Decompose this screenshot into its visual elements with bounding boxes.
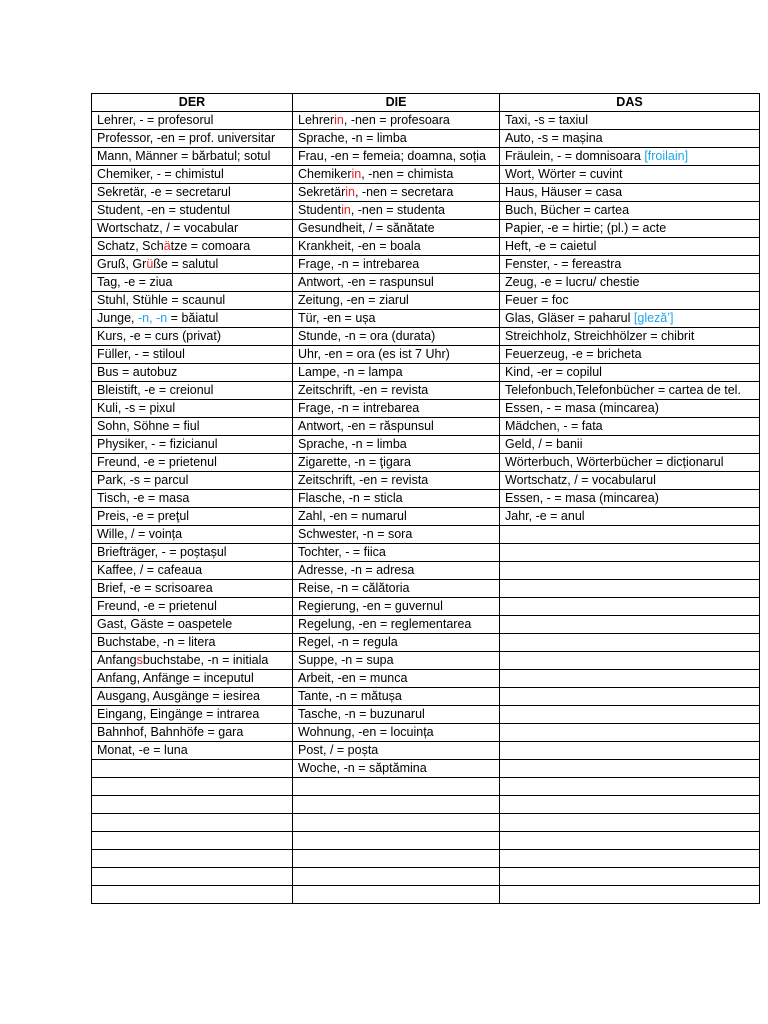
cell-der xyxy=(92,886,293,904)
cell-text: Schatz, Sch xyxy=(97,239,164,253)
cell-der xyxy=(92,454,293,472)
header-row xyxy=(92,94,760,112)
cell-text: Regierung, -en = guvernul xyxy=(298,599,443,613)
cell-text: in xyxy=(334,113,344,127)
cell-text: Füller, - = stiloul xyxy=(97,347,185,361)
cell-das xyxy=(500,130,760,148)
table-row xyxy=(92,382,760,400)
table-row xyxy=(92,544,760,562)
cell-die xyxy=(293,454,500,472)
cell-text: Auto, -s = mașina xyxy=(505,131,603,145)
cell-text: Haus, Häuser = casa xyxy=(505,185,623,199)
cell-die xyxy=(293,346,500,364)
cell-der xyxy=(92,220,293,238)
table-row xyxy=(92,778,760,796)
cell-text: Telefonbuch,Telefonbücher = cartea de tel. xyxy=(505,383,741,397)
cell-der xyxy=(92,490,293,508)
table-row xyxy=(92,148,760,166)
cell-die xyxy=(293,634,500,652)
cell-der xyxy=(92,382,293,400)
cell-das xyxy=(500,688,760,706)
table-row xyxy=(92,634,760,652)
cell-das xyxy=(500,580,760,598)
cell-das xyxy=(500,850,760,868)
cell-die xyxy=(293,868,500,886)
cell-text: Freund, -e = prietenul xyxy=(97,599,217,613)
cell-der xyxy=(92,688,293,706)
cell-text: in xyxy=(345,185,355,199)
cell-text: s xyxy=(136,653,143,667)
table-body xyxy=(92,112,760,904)
cell-die xyxy=(293,112,500,130)
cell-das xyxy=(500,436,760,454)
cell-die xyxy=(293,688,500,706)
cell-der xyxy=(92,328,293,346)
cell-der xyxy=(92,796,293,814)
table-row xyxy=(92,220,760,238)
table-row xyxy=(92,490,760,508)
cell-das xyxy=(500,328,760,346)
cell-die xyxy=(293,418,500,436)
cell-text: Suppe, -n = supa xyxy=(298,653,394,667)
cell-die xyxy=(293,814,500,832)
cell-text: Post, / = poșta xyxy=(298,743,379,757)
cell-text: Tante, -n = mătușa xyxy=(298,689,402,703)
cell-die xyxy=(293,580,500,598)
cell-die xyxy=(293,220,500,238)
cell-text: Buchstabe, -n = litera xyxy=(97,635,216,649)
table-row xyxy=(92,526,760,544)
cell-text: Antwort, -en = raspunsul xyxy=(298,275,434,289)
cell-text: Schwester, -n = sora xyxy=(298,527,413,541)
cell-der xyxy=(92,346,293,364)
cell-text: Anfang xyxy=(97,653,137,667)
cell-text: Frage, -n = intrebarea xyxy=(298,257,420,271)
cell-der xyxy=(92,202,293,220)
cell-die xyxy=(293,526,500,544)
cell-das xyxy=(500,112,760,130)
cell-der xyxy=(92,544,293,562)
table-row xyxy=(92,238,760,256)
cell-die xyxy=(293,706,500,724)
cell-der xyxy=(92,310,293,328)
cell-text: Buch, Bücher = cartea xyxy=(505,203,630,217)
header-das: DAS xyxy=(500,94,760,112)
cell-der xyxy=(92,778,293,796)
cell-text: Adresse, -n = adresa xyxy=(298,563,415,577)
cell-text: Bleistift, -e = creionul xyxy=(97,383,214,397)
cell-das xyxy=(500,652,760,670)
table-row xyxy=(92,310,760,328)
cell-das xyxy=(500,544,760,562)
cell-text: Jahr, -e = anul xyxy=(505,509,585,523)
cell-der xyxy=(92,742,293,760)
cell-das xyxy=(500,670,760,688)
table-row xyxy=(92,688,760,706)
table-row xyxy=(92,454,760,472)
cell-die xyxy=(293,202,500,220)
cell-die xyxy=(293,382,500,400)
table-row xyxy=(92,814,760,832)
cell-der xyxy=(92,418,293,436)
cell-der xyxy=(92,526,293,544)
cell-die xyxy=(293,436,500,454)
table-row xyxy=(92,832,760,850)
cell-der xyxy=(92,112,293,130)
cell-die xyxy=(293,256,500,274)
table-row xyxy=(92,274,760,292)
table-row xyxy=(92,670,760,688)
cell-das xyxy=(500,886,760,904)
cell-text: Briefträger, - = poștașul xyxy=(97,545,227,559)
table-row xyxy=(92,364,760,382)
cell-text: ä xyxy=(163,239,171,253)
cell-text: [glezăʼ] xyxy=(633,311,674,325)
cell-text: Tasche, -n = buzunarul xyxy=(298,707,425,721)
table-row xyxy=(92,598,760,616)
cell-text: Frau, -en = femeia; doamna, soția xyxy=(298,149,486,163)
cell-das xyxy=(500,832,760,850)
cell-das xyxy=(500,238,760,256)
cell-text: -n, -n xyxy=(138,311,168,325)
cell-text: , -nen = studenta xyxy=(350,203,445,217)
cell-text: Sprache, -n = limba xyxy=(298,131,407,145)
table-row xyxy=(92,184,760,202)
cell-text: Uhr, -en = ora (es ist 7 Uhr) xyxy=(298,347,450,361)
table-row xyxy=(92,652,760,670)
cell-die xyxy=(293,400,500,418)
cell-text: Fräulein, - = domnisoara xyxy=(505,149,645,163)
cell-text: Junge, xyxy=(97,311,139,325)
cell-text: Tochter, - = fiica xyxy=(298,545,386,559)
cell-text: Krankheit, -en = boala xyxy=(298,239,421,253)
table-row xyxy=(92,346,760,364)
cell-die xyxy=(293,832,500,850)
cell-die xyxy=(293,508,500,526)
cell-text: Chemiker xyxy=(298,167,352,181)
cell-text: Feuer = foc xyxy=(505,293,569,307)
cell-das xyxy=(500,148,760,166)
cell-text: Papier, -e = hirtie; (pl.) = acte xyxy=(505,221,667,235)
cell-der xyxy=(92,130,293,148)
cell-text: Glas, Gläser = paharul xyxy=(505,311,634,325)
cell-das xyxy=(500,760,760,778)
cell-der xyxy=(92,652,293,670)
table-row xyxy=(92,886,760,904)
cell-das xyxy=(500,598,760,616)
cell-der xyxy=(92,832,293,850)
cell-die xyxy=(293,310,500,328)
cell-das xyxy=(500,868,760,886)
cell-text: Woche, -n = săptămina xyxy=(298,761,427,775)
cell-text: Wortschatz, / = vocabular xyxy=(97,221,239,235)
cell-das xyxy=(500,454,760,472)
table-row xyxy=(92,328,760,346)
cell-das xyxy=(500,346,760,364)
cell-das xyxy=(500,490,760,508)
cell-text: Feuerzeug, -e = bricheta xyxy=(505,347,642,361)
cell-die xyxy=(293,238,500,256)
cell-text: Zahl, -en = numarul xyxy=(298,509,407,523)
cell-die xyxy=(293,850,500,868)
cell-das xyxy=(500,364,760,382)
cell-die xyxy=(293,328,500,346)
cell-die xyxy=(293,616,500,634)
cell-text: tze = comoara xyxy=(170,239,251,253)
cell-text: Regel, -n = regula xyxy=(298,635,398,649)
cell-die xyxy=(293,166,500,184)
cell-text: Geld, / = banii xyxy=(505,437,583,451)
table-row xyxy=(92,850,760,868)
cell-der xyxy=(92,274,293,292)
cell-text: Gast, Gäste = oaspetele xyxy=(97,617,233,631)
cell-text: Park, -s = parcul xyxy=(97,473,189,487)
cell-text: Zigarette, -n = ţigara xyxy=(298,455,411,469)
cell-text: Kaffee, / = cafeaua xyxy=(97,563,203,577)
cell-text: Antwort, -en = răspunsul xyxy=(298,419,434,433)
cell-der xyxy=(92,598,293,616)
cell-die xyxy=(293,292,500,310)
cell-die xyxy=(293,130,500,148)
cell-text: Taxi, -s = taxiul xyxy=(505,113,589,127)
cell-der xyxy=(92,148,293,166)
table-row xyxy=(92,418,760,436)
cell-das xyxy=(500,562,760,580)
cell-die xyxy=(293,148,500,166)
cell-das xyxy=(500,616,760,634)
cell-text: Lehrer, - = profesorul xyxy=(97,113,214,127)
cell-der xyxy=(92,760,293,778)
table-row xyxy=(92,796,760,814)
cell-text: Zeitung, -en = ziarul xyxy=(298,293,409,307)
cell-text: Sekretär, -e = secretarul xyxy=(97,185,231,199)
cell-das xyxy=(500,202,760,220)
cell-der xyxy=(92,364,293,382)
cell-text: Gruß, Gr xyxy=(97,257,147,271)
cell-der xyxy=(92,184,293,202)
cell-text: Zeug, -e = lucru/ chestie xyxy=(505,275,640,289)
cell-text: Frage, -n = intrebarea xyxy=(298,401,420,415)
cell-text: = băiatul xyxy=(167,311,219,325)
table-row xyxy=(92,616,760,634)
cell-text: Wortschatz, / = vocabularul xyxy=(505,473,656,487)
cell-der xyxy=(92,868,293,886)
cell-der xyxy=(92,472,293,490)
cell-das xyxy=(500,706,760,724)
cell-text: Heft, -e = caietul xyxy=(505,239,597,253)
cell-die xyxy=(293,490,500,508)
cell-text: Kuli, -s = pixul xyxy=(97,401,176,415)
cell-das xyxy=(500,166,760,184)
table-row xyxy=(92,760,760,778)
cell-text: Lampe, -n = lampa xyxy=(298,365,403,379)
cell-der xyxy=(92,814,293,832)
cell-das xyxy=(500,418,760,436)
table-row xyxy=(92,742,760,760)
cell-das xyxy=(500,796,760,814)
cell-das xyxy=(500,400,760,418)
cell-text: Mädchen, - = fata xyxy=(505,419,603,433)
cell-text: [froilain] xyxy=(644,149,689,163)
cell-die xyxy=(293,886,500,904)
cell-text: Freund, -e = prietenul xyxy=(97,455,217,469)
cell-die xyxy=(293,598,500,616)
cell-der xyxy=(92,616,293,634)
table-row xyxy=(92,400,760,418)
cell-text: Wohnung, -en = locuința xyxy=(298,725,434,739)
cell-text: Mann, Männer = bărbatul; sotul xyxy=(97,149,271,163)
cell-das xyxy=(500,220,760,238)
cell-der xyxy=(92,256,293,274)
cell-der xyxy=(92,724,293,742)
cell-text: Stunde, -n = ora (durata) xyxy=(298,329,436,343)
cell-text: Eingang, Eingänge = intrarea xyxy=(97,707,260,721)
table-row xyxy=(92,256,760,274)
cell-text: Arbeit, -en = munca xyxy=(298,671,408,685)
cell-text: Wille, / = voința xyxy=(97,527,183,541)
cell-text: , -nen = chimista xyxy=(361,167,454,181)
cell-text: Sohn, Söhne = fiul xyxy=(97,419,200,433)
table-row xyxy=(92,472,760,490)
cell-die xyxy=(293,652,500,670)
cell-der xyxy=(92,292,293,310)
cell-text: Tag, -e = ziua xyxy=(97,275,173,289)
cell-text: , -nen = profesoara xyxy=(343,113,450,127)
cell-text: Tür, -en = ușa xyxy=(298,311,376,325)
cell-text: Brief, -e = scrisoarea xyxy=(97,581,213,595)
cell-die xyxy=(293,472,500,490)
cell-das xyxy=(500,814,760,832)
cell-das xyxy=(500,472,760,490)
cell-text: Tisch, -e = masa xyxy=(97,491,190,505)
table-row xyxy=(92,436,760,454)
cell-der xyxy=(92,508,293,526)
cell-text: Stuhl, Stühle = scaunul xyxy=(97,293,226,307)
cell-die xyxy=(293,544,500,562)
cell-das xyxy=(500,508,760,526)
cell-der xyxy=(92,562,293,580)
cell-der xyxy=(92,850,293,868)
cell-text: Fenster, - = fereastra xyxy=(505,257,622,271)
cell-text: in xyxy=(341,203,351,217)
table-row xyxy=(92,706,760,724)
cell-die xyxy=(293,274,500,292)
cell-der xyxy=(92,436,293,454)
cell-die xyxy=(293,670,500,688)
header-der: DER xyxy=(92,94,293,112)
cell-das xyxy=(500,184,760,202)
cell-text: buchstabe, -n = initiala xyxy=(142,653,269,667)
table-row xyxy=(92,166,760,184)
cell-text: Ausgang, Ausgänge = iesirea xyxy=(97,689,260,703)
cell-text: Streichholz, Streichhölzer = chibrit xyxy=(505,329,695,343)
cell-text: Kind, -er = copilul xyxy=(505,365,602,379)
cell-text: Student xyxy=(298,203,342,217)
cell-text: Essen, - = masa (mincarea) xyxy=(505,491,659,505)
cell-text: Zeitschrift, -en = revista xyxy=(298,473,429,487)
cell-text: Physiker, - = fizicianul xyxy=(97,437,218,451)
table-row xyxy=(92,112,760,130)
cell-text: Professor, -en = prof. universitar xyxy=(97,131,276,145)
cell-text: Gesundheit, / = sănătate xyxy=(298,221,435,235)
cell-die xyxy=(293,724,500,742)
cell-der xyxy=(92,166,293,184)
cell-die xyxy=(293,778,500,796)
cell-der xyxy=(92,400,293,418)
table-row xyxy=(92,724,760,742)
cell-text: Sprache, -n = limba xyxy=(298,437,407,451)
cell-die xyxy=(293,796,500,814)
table-row xyxy=(92,580,760,598)
cell-text: Bahnhof, Bahnhöfe = gara xyxy=(97,725,244,739)
cell-der xyxy=(92,634,293,652)
cell-text: ße = salutul xyxy=(153,257,219,271)
table-row xyxy=(92,130,760,148)
cell-der xyxy=(92,238,293,256)
cell-das xyxy=(500,274,760,292)
table-row xyxy=(92,868,760,886)
cell-das xyxy=(500,778,760,796)
cell-text: in xyxy=(351,167,362,181)
cell-text: Wörterbuch, Wörterbücher = dicționarul xyxy=(505,455,724,469)
cell-das xyxy=(500,256,760,274)
table-row xyxy=(92,508,760,526)
cell-die xyxy=(293,364,500,382)
cell-text: Monat, -e = luna xyxy=(97,743,188,757)
cell-das xyxy=(500,742,760,760)
cell-text: , -nen = secretara xyxy=(354,185,454,199)
cell-text: Wort, Wörter = cuvint xyxy=(505,167,623,181)
cell-der xyxy=(92,670,293,688)
cell-text: Reise, -n = călătoria xyxy=(298,581,410,595)
cell-text: Chemiker, - = chimistul xyxy=(97,167,224,181)
cell-text: Essen, - = masa (mincarea) xyxy=(505,401,659,415)
table-row xyxy=(92,202,760,220)
cell-die xyxy=(293,184,500,202)
cell-text: Anfang, Anfänge = inceputul xyxy=(97,671,254,685)
cell-das xyxy=(500,310,760,328)
cell-text: ü xyxy=(146,257,154,271)
cell-die xyxy=(293,742,500,760)
cell-der xyxy=(92,580,293,598)
cell-das xyxy=(500,292,760,310)
cell-das xyxy=(500,526,760,544)
cell-die xyxy=(293,562,500,580)
cell-text: Preis, -e = preţul xyxy=(97,509,190,523)
cell-text: Lehrer xyxy=(298,113,335,127)
cell-text: Sekretär xyxy=(298,185,346,199)
cell-text: Zeitschrift, -en = revista xyxy=(298,383,429,397)
cell-die xyxy=(293,760,500,778)
cell-das xyxy=(500,724,760,742)
vocabulary-table xyxy=(91,93,760,904)
cell-text: Flasche, -n = sticla xyxy=(298,491,403,505)
cell-der xyxy=(92,706,293,724)
cell-das xyxy=(500,382,760,400)
cell-das xyxy=(500,634,760,652)
cell-text: Student, -en = studentul xyxy=(97,203,231,217)
cell-text: Regelung, -en = reglementarea xyxy=(298,617,472,631)
cell-text: Bus = autobuz xyxy=(97,365,178,379)
table-row xyxy=(92,292,760,310)
table-row xyxy=(92,562,760,580)
cell-text: Kurs, -e = curs (privat) xyxy=(97,329,221,343)
header-die: DIE xyxy=(293,94,500,112)
